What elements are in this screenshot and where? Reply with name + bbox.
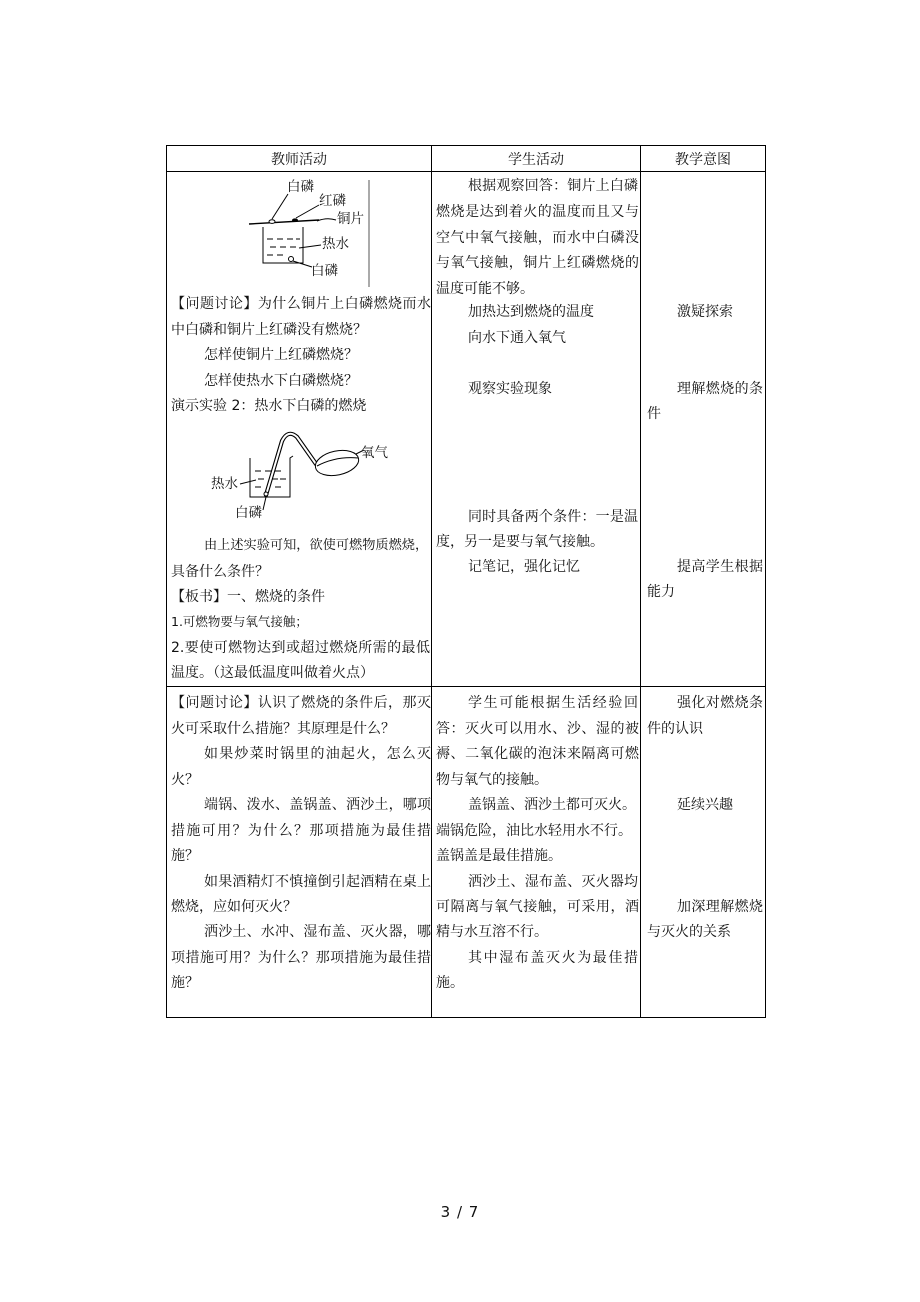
header-teaching-intent (640, 145, 766, 171)
diagram1-label-hot-water: 热水 (322, 236, 349, 252)
header-student-activity-label: 学生活动 (508, 151, 564, 168)
teacher-r1-line-2: 中白磷和铜片上红磷没有燃烧？ (171, 322, 367, 338)
student-r2-line-5: 盖锅盖、洒沙土都可灭火。 (468, 797, 636, 813)
red-phosphorus-on-copper (292, 218, 298, 222)
teacher-r1-line-8: 【板书】一、燃烧的条件 (171, 589, 325, 605)
diagram2-label-hot-water: 热水 (211, 476, 238, 492)
beaker (263, 227, 303, 263)
teacher-r2-line-7: 施？ (171, 848, 199, 864)
intent-r2-line-3: 延续兴趣 (677, 797, 733, 813)
teacher-r1-line-5: 演示实验 2：热水下白磷的燃烧 (171, 398, 367, 414)
diagram1-label-copper-sheet: 铜片 (337, 211, 364, 227)
leader-white-phosphorus-top (272, 194, 288, 219)
header-teacher-activity-label: 教师活动 (271, 151, 327, 168)
student-r2-line-11: 其中湿布盖灭火为最佳措 (468, 950, 638, 966)
teacher-r2-line-5: 端锅、泼水、盖锅盖、洒沙土，哪项 (204, 797, 431, 813)
gas-tube-outer (266, 434, 316, 495)
student-r2-line-1: 学生可能根据生活经验回 (468, 695, 638, 711)
student-r2-line-6: 端锅危险，油比水轻用水不行。 (436, 823, 632, 839)
student-r1-line-3: 空气中氧气接触，而水中白磷没 (436, 230, 639, 246)
student-cell-row-1 (431, 171, 640, 686)
student-r2-line-2: 答：灭火可以用水、沙、湿的被 (436, 721, 639, 737)
intent-r2-line-2: 件的认识 (647, 721, 703, 737)
teacher-r1-line-1: 【问题讨论】为什么铜片上白磷燃烧而水 (171, 296, 431, 312)
student-r1-line-10: 度，另一是要与氧气接触。 (436, 534, 604, 550)
student-r2-line-10: 精与水互溶不行。 (436, 924, 548, 940)
teacher-r2-line-11: 项措施可用？为什么？那项措施为最佳措 (171, 950, 431, 966)
student-r1-line-9: 同时具备两个条件：一是温 (468, 509, 638, 525)
teacher-r2-line-1: 【问题讨论】认识了燃烧的条件后，那灭 (171, 695, 431, 711)
student-r2-line-12: 施。 (436, 975, 464, 991)
teacher-r1-line-3: 怎样使铜片上红磷燃烧？ (204, 347, 358, 363)
diagram2-label-white-phosphorus: 白磷 (235, 505, 262, 521)
white-phosphorus-on-copper (269, 220, 275, 224)
diagram1-label-white-phosphorus-bottom: 白磷 (311, 263, 338, 279)
leader-red-phosphorus (296, 205, 319, 218)
header-student-activity (431, 145, 640, 171)
student-cell-row-2 (431, 686, 640, 1018)
student-r1-line-1: 根据观察回答：铜片上白磷 (468, 178, 638, 194)
student-r2-line-4: 物与氧气的接触。 (436, 772, 548, 788)
intent-r2-line-1: 强化对燃烧条 (677, 695, 763, 711)
teacher-r2-line-2: 火可采取什么措施？其原理是什么？ (171, 721, 395, 737)
teacher-r2-line-8: 如果酒精灯不慎撞倒引起酒精在桌上 (204, 874, 431, 890)
teacher-cell-row-1 (166, 171, 431, 686)
intent-r1-line-3: 件 (647, 406, 661, 422)
teacher-r1-line-7: 具备什么条件？ (171, 564, 269, 580)
diagram1-label-red-phosphorus: 红磷 (319, 193, 346, 209)
header-teacher-activity (166, 145, 431, 171)
teacher-r1-line-6: 由上述实验可知，欲使可燃物质燃烧， (204, 538, 429, 553)
teacher-r2-line-6: 措施可用？为什么？那项措施为最佳措 (171, 823, 431, 839)
intent-cell-row-2 (640, 686, 766, 1018)
student-r1-line-4: 与氧气接触，铜片上红磷燃烧的 (436, 255, 639, 271)
student-r2-line-8: 洒沙土、湿布盖、灭火器均 (468, 874, 638, 890)
intent-r1-line-2: 理解燃烧的条 (677, 381, 763, 397)
teacher-r1-line-9: 1.可燃物要与氧气接触； (171, 614, 308, 629)
intent-cell-row-1 (640, 171, 766, 686)
student-r1-line-5: 温度可能不够。 (436, 281, 534, 297)
teacher-r2-line-9: 燃烧，应如何灭火？ (171, 899, 297, 915)
leader-hot-water (240, 480, 256, 484)
student-r2-line-7: 盖锅盖是最佳措施。 (436, 848, 562, 864)
teacher-r1-line-11: 温度。（这最低温度叫做着火点） (171, 665, 374, 681)
teacher-r2-line-4: 火？ (171, 772, 199, 788)
teacher-r2-line-3: 如果炒菜时锅里的油起火，怎么灭 (204, 746, 431, 762)
student-r1-line-2: 燃烧是达到着火的温度而且又与 (436, 204, 639, 220)
teacher-r2-line-10: 洒沙土、水冲、湿布盖、灭火器，哪 (204, 924, 431, 940)
teacher-r2-line-12: 施？ (171, 975, 199, 991)
header-teaching-intent-label: 教学意图 (675, 151, 731, 168)
leader-copper-sheet (317, 219, 336, 221)
diagram1-label-white-phosphorus-top: 白磷 (287, 179, 314, 195)
hot-water (267, 239, 300, 255)
student-r1-line-11: 记笔记，强化记忆 (468, 559, 580, 575)
intent-r1-line-5: 能力 (647, 584, 675, 600)
intent-r2-line-4: 加深理解燃烧 (677, 899, 763, 915)
student-r1-line-8: 观察实验现象 (468, 381, 552, 397)
intent-r1-line-4: 提高学生根据 (677, 559, 763, 575)
student-r2-line-3: 褥、二氧化碳的泡沫来隔离可燃 (436, 746, 639, 762)
leader-hot-water (299, 245, 321, 248)
oxygen-bag (313, 447, 361, 480)
white-phosphorus-in-water (264, 492, 268, 496)
copper-sheet (249, 220, 319, 224)
diagram2-label-oxygen: 氧气 (361, 445, 388, 461)
white-phosphorus-in-water (289, 257, 294, 262)
teacher-r1-line-10: 2.要使可燃物达到或超过燃烧所需的最低 (171, 640, 430, 656)
intent-r1-line-1: 激疑探索 (677, 304, 733, 320)
intent-r2-line-5: 与灭火的关系 (647, 924, 731, 940)
student-r1-line-7: 向水下通入氧气 (468, 330, 566, 346)
leader-white-phosphorus (263, 497, 266, 510)
student-r1-line-6: 加热达到燃烧的温度 (468, 304, 594, 320)
teacher-cell-row-2 (166, 686, 431, 1018)
teacher-r1-line-4: 怎样使热水下白磷燃烧？ (204, 373, 358, 389)
student-r2-line-9: 可隔离与氧气接触，可采用，酒 (436, 899, 639, 915)
page-number: 3 / 7 (440, 1203, 480, 1221)
